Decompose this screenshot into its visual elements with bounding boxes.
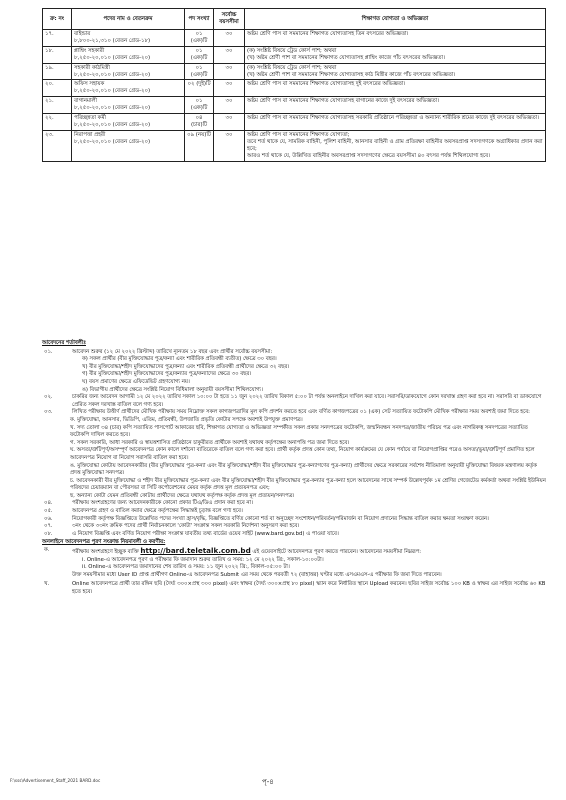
pay-scale: ৮,২৫০-২০,০১০ (বেতন গ্রেড-২০) xyxy=(74,138,151,145)
online-period-end: ii. Online-এ আবেদনপত্র জমাদানের শেষ তারিখ ও সময়: ১১ জুন ২০২২ খ্রি:, বিকাল-০৫:০০ টা। xyxy=(82,564,290,571)
serial-number: ২৩. xyxy=(45,131,54,138)
row-serial xyxy=(43,46,72,63)
row-post xyxy=(72,46,185,63)
serial-number: ১৯. xyxy=(45,64,54,71)
condition-text: চাকরির জন্য আবেদন আগামী ১২ মে ২০২২ তারিখ সকাল ১০:০০ টা হতে ১১ জুন ২০২২ তারিখ বিকাল ৫:০০ টা পর্যন্ত অনলাইনে দাখিল করা যাবে। সরাসরি/ডাকযোগে কোন দরখাস্ত গ্রহণ করা হবে না। সরাসরি বা ডাকযোগে প্রেরিত সকল দরখাস্ত বাতিল বলে গণ্য হবে। xyxy=(72,394,542,408)
post-count: ০১ (এক)টি xyxy=(190,64,208,78)
condition-subitem-text: ক. মুক্তিযোদ্ধা, আনসার, ভিডিপি, এতিম, প্রতিবন্ধী, উপজাতি প্রভৃতি কোটার সপক্ষে অবশ্যই উপযুক্ত প্রমাণপত্র। xyxy=(70,416,303,423)
row-age xyxy=(214,63,245,80)
condition-number: ০১. xyxy=(44,348,53,355)
age-limit: ৩০ xyxy=(225,81,233,88)
qualification-line: অষ্টম শ্রেণি পাস বা সমমানের শিক্ষাগত যোগ্যতাসহ তিন বৎসরের অভিজ্ঞতা। xyxy=(247,31,409,37)
age-limit: ৩০ xyxy=(225,115,233,122)
row-qualification xyxy=(245,63,546,80)
condition-item xyxy=(42,478,546,493)
post-name: নিরাপত্তা প্রহরী xyxy=(74,131,106,138)
row-count xyxy=(185,130,214,161)
condition-subitem-text: ঘ) বয়স প্রমাণের ক্ষেত্রে এফিডেভিট গ্রহণযোগ্য নয়। xyxy=(82,378,190,385)
row-count xyxy=(185,97,214,114)
condition-item xyxy=(42,409,546,417)
row-post xyxy=(72,30,185,47)
online-item-k-text xyxy=(72,547,546,557)
condition-number: ০৪. xyxy=(44,500,53,507)
condition-subitem-text: ঙ) বিভাগীয় প্রার্থীদের ক্ষেত্রে সংশ্লিষ্ট নিয়োগ বিধিমালা অনুযায়ী বয়সসীমা শিথিলযোগ্য। xyxy=(82,386,263,393)
row-count xyxy=(185,80,214,97)
online-item-k-number: ক. xyxy=(44,547,50,554)
condition-text: এ নিয়োগ বিজ্ঞপ্তি এবং বর্ণিত নিয়োগ পরীক্ষা সংক্রান্ত যাবতীয় তথ্য বার্ডের ওয়েব সাইট (www.bard.gov.bd) এ পাওয়া যাবে। xyxy=(72,530,339,537)
qualification-line: তবে শর্ত থাকে যে, সামরিক বাহিনী, পুলিশ বাহিনী, আনসার বাহিনী ও গ্রাম প্রতিরক্ষা বাহিনীর অবসরপ্রাপ্ত সদস্যগণকে অগ্রাধিকার প্রদান করা হবে; xyxy=(247,138,543,152)
qualification-line: (খ) অষ্টম শ্রেণী পাশ বা সমমানের শিক্ষাগত যোগ্যতাসহ প্লাম্বিং কাজে পাঁচ বৎসরের অভিজ্ঞতা। xyxy=(247,54,445,61)
online-item-kh xyxy=(42,581,546,596)
file-path: F:\sss\Advertisement_Staff_2021 BARD.doc xyxy=(10,778,101,783)
serial-number: ১৭. xyxy=(45,31,54,37)
pay-scale: ৮,২৫০-২০,০১০ (বেতন গ্রেড-২০) xyxy=(74,88,151,95)
row-post xyxy=(72,80,185,97)
qualification-line: (খ) অষ্টম শ্রেণী পাশ বা সমমানের শিক্ষাগত যোগ্যতাসহ কাঠ মিস্ত্রীর কাজে পাঁচ বৎসরের অভিজ্ঞতা। xyxy=(247,71,456,78)
qualification-line: (ক) সংশ্লিষ্ট বিষয়ে ট্রেড কোর্স পাশ; অথবা xyxy=(247,64,337,71)
posts-table xyxy=(42,8,546,162)
serial-number: ২০. xyxy=(45,81,54,88)
header-post-count: পদ সংখ্যা xyxy=(185,9,214,30)
condition-item xyxy=(42,356,546,364)
row-age xyxy=(214,80,245,97)
condition-item xyxy=(42,371,546,379)
header-age-limit: সর্বোচ্চ বয়সসীমা xyxy=(214,9,245,30)
table-row xyxy=(43,30,546,47)
table-row xyxy=(43,114,546,131)
table-row xyxy=(43,97,546,114)
table-row xyxy=(43,130,546,161)
post-name: প্লাম্বিং সহকারী xyxy=(74,47,105,54)
row-count xyxy=(185,46,214,63)
age-limit: ৩০ xyxy=(225,64,233,71)
header-serial: ক্র: নং xyxy=(43,9,72,30)
condition-subitem-text: ঘ. অসত্য/ত্রুটিপূর্ণ/অসম্পূর্ণ আবেদনপত্র কোন কালে দর্শানো ব্যতিরেকে বাতিল বলে গণ্য করা হবে। প্রার্থী কর্তৃক প্রদত্ত কোন তথ্য, নিয়োগ কার্যক্রমের যে কোন পর্যায়ে বা নিয়োগপ্রাপ্তির পরেও অসত্য/ভুয়া/ত্রুটিপূর্ণ প্রমাণিত হলে আবেদনপত্র নিয়োগ বা নিয়োগ সরাসরি বাতিল করা হবে। xyxy=(70,447,535,461)
age-limit: ৩০ xyxy=(225,98,233,105)
online-k-pre: পরীক্ষায় অংশগ্রহণে ইচ্ছুক ব্যক্তি xyxy=(72,549,139,556)
header-post-name: পদের নাম ও বেতনক্রম xyxy=(72,9,185,30)
condition-item xyxy=(42,463,546,478)
condition-item xyxy=(42,508,546,516)
condition-text: ৩নং থেকে ৩৩নং ক্রমিক পদের প্রার্থী নির্বাচনকালে 'কোটা' সংক্রান্ত সকল সরকারি নির্দেশনা অনুসরণ করা হবে। xyxy=(72,523,300,530)
row-post xyxy=(72,130,185,161)
condition-item xyxy=(42,394,546,409)
row-age xyxy=(214,46,245,63)
condition-subitem-text: খ) বীর মুক্তিযোদ্ধা/শহীদ মুক্তিযোদ্ধাদের পুত্র/কন্যা এবং শারীরিক প্রতিবন্ধী প্রার্থীদের ক্ষেত্রে ৩২ বছর। xyxy=(82,363,290,370)
post-count: ০১ (এক)টি xyxy=(190,31,208,44)
online-item-kh-number: খ. xyxy=(44,581,50,588)
condition-number: ০২. xyxy=(44,394,53,401)
post-count: ০৯ (নয়)টি xyxy=(187,131,211,138)
condition-subitem-text: ছ. অন্যান্য কোটা যেমন প্রতিবন্ধী কোটায় প্রার্থীদের ক্ষেত্রে যথাযথ কর্তৃপক্ষ কর্তৃক প্রদত্ত মূল প্রত্যয়ন/সনদপত্র। xyxy=(70,492,295,499)
post-name: সহকারী কাঠমিস্ত্রী xyxy=(74,64,110,71)
row-post xyxy=(72,63,185,80)
header-qualification: শিক্ষাগত যোগ্যতা ও অভিজ্ঞতা xyxy=(245,9,546,30)
post-name: বাইন্ডার xyxy=(74,31,91,37)
post-count: ০১ (এক)টি xyxy=(190,98,208,112)
teletalk-link[interactable]: http://bard.teletalk.com.bd xyxy=(140,546,251,556)
post-count: ০২ (দুই)টি xyxy=(187,81,211,88)
condition-subitem-text: ঙ. মুক্তিযোদ্ধা কোটায় আবেদনকারীর (বীর মুক্তিযোদ্ধার পুত্র-কন্যা এবং বীর মুক্তিযোদ্ধা/শহীদ বীর মুক্তিযোদ্ধার পুত্র-কন্যাগণের পুত্র-কন্যা) প্রার্থীদের ক্ষেত্রে সরকারের সর্বশেষ নীতিমালা অনুযায়ী মুক্তিযোদ্ধা বিষয়ক মন্ত্রণালয় কর্তৃক প্রদত্ত মুক্তিযোদ্ধা সনদপত্র। xyxy=(70,462,537,477)
row-serial xyxy=(43,130,72,161)
conditions-section xyxy=(42,340,546,597)
age-limit: ৩০ xyxy=(225,131,233,138)
post-name: অফিস সহায়ক xyxy=(74,81,105,88)
serial-number: ২২. xyxy=(45,115,54,122)
qualification-line: অষ্টম শ্রেণি পাস বা সমমানের শিক্ষাগত যোগ্যতা; xyxy=(247,131,350,138)
row-post xyxy=(72,97,185,114)
condition-number: ০৮. xyxy=(44,530,53,537)
condition-text: আবেদনপত্র গ্রহণ ও বাতিল করার ক্ষেত্রে কর্তৃপক্ষের সিদ্ধান্তই চূড়ান্ত বলে গণ্য হবে। xyxy=(72,508,243,515)
online-k-post: এই ওয়েবসাইটে আবেদনপত্র পূরণ করতে পারবেন। আবেদনের সময়সীমা নিম্নরূপ: xyxy=(252,549,421,556)
pay-scale: ৮,২৫০-২০,০১০ (বেতন গ্রেড-২০) xyxy=(74,105,151,112)
post-count: ০৪ (চার)টি xyxy=(190,115,208,128)
serial-number: ২১. xyxy=(45,98,54,105)
online-item-kh-text: Online আবেদনপত্রে প্রার্থী তার রঙ্গিন ছবি (দৈর্ঘ্য ৩০০×প্রস্থ ৩০০ pixel) এবং স্বাক্ষর (দৈর্ঘ্য ৩০০×প্রস্থ ৮০ pixel) স্ক্যান করে নির্ধারিত স্থানে Upload করবেন। ছবির সাইজ সর্বোচ্চ ১০০ KB ও স্বাক্ষর এর সাইজ সর্বোচ্চ ৬০ KB হতে হবে। xyxy=(72,581,546,595)
row-serial xyxy=(43,30,72,47)
table-row xyxy=(43,63,546,80)
row-serial xyxy=(43,63,72,80)
pay-scale: ৮,২৫০-২০,০১০ (বেতন গ্রেড-২০) xyxy=(74,121,151,128)
pay-scale: ৮,২৫০-২০,০১০ (বেতন গ্রেড-২০) xyxy=(74,71,151,78)
condition-item xyxy=(42,531,546,539)
condition-number: ০৭. xyxy=(44,523,53,530)
table-row xyxy=(43,46,546,63)
condition-item xyxy=(42,447,546,462)
row-qualification xyxy=(245,46,546,63)
pay-scale: ৮,২৫০-২০,০১০ (বেতন গ্রেড-২০) xyxy=(74,54,151,61)
age-limit: ৩০ xyxy=(225,31,233,37)
condition-text: নিয়োগকারী কর্তৃপক্ষ বিজ্ঞপ্তিতে উল্লেখিত পদের সংখ্যা হ্রাস/বৃদ্ধি, বিজ্ঞপ্তিতে বর্ণিত কোনো শর্ত বা অনুচ্ছেদ সংশোধন/পরিবর্তন/পরিমার্জন বা নিয়োগ প্রদানের সিদ্ধান্ত বাতিল করার ক্ষমতা সংরক্ষণ করেন। xyxy=(72,515,489,522)
qualification-line: অষ্টম শ্রেণি পাস বা সমমানের শিক্ষাগত যোগ্যতাসহ দুই বৎসরের অভিজ্ঞতা। xyxy=(247,81,406,88)
condition-text: আবেদন শুরুর (১২ মে ২০২২ খ্রিস্টাব্দ) তারিখে ন্যূনতম ১৮ বছর এবং প্রার্থীর সর্বোচ্চ বয়সসীমা: xyxy=(72,348,273,355)
conditions-title: আবেদনের শর্তাবলীঃ xyxy=(42,340,86,346)
qualification-line: অষ্টম শ্রেণি পাস বা সমমানের শিক্ষাগত যোগ্যতাসহ বাগানের কাজে দুই বৎসরের অভিজ্ঞতা। xyxy=(247,98,440,105)
post-count: ০১ (এক)টি xyxy=(190,47,208,61)
row-count xyxy=(185,114,214,131)
condition-number: ০৫. xyxy=(44,508,53,515)
qualification-line: অষ্টম শ্রেণি পাস বা সমমানের শিক্ষাগত যোগ্যতাসহ সরকারি প্রতিষ্ঠানে পরিচ্ছন্নতা ও অন্যান্য শারীরিক শ্রমের কাজে দুই বৎসরের অভিজ্ঞতা। xyxy=(247,115,540,122)
post-name: বাগানমালী xyxy=(74,98,97,105)
condition-text: লিখিত পরীক্ষায় উত্তীর্ণ প্রার্থীদের মৌখিক পরীক্ষায় সময় নিম্নোক্ত সকল কাগজপত্রাদির মূল কপি প্রদর্শন করতে হবে এবং বর্ণিত কাগজপত্রের ০১ (এক) সেট সত্যায়িত ফটোকপি মৌখিক পরীক্ষার সময় অবশ্যই জমা দিতে হবে: xyxy=(72,409,530,416)
table-body xyxy=(43,30,546,162)
condition-item xyxy=(42,417,546,425)
qualification-line: আরও শর্ত থাকে যে, উল্লিখিত বাহিনীর অবসরপ্রাপ্ত সদস্যগণের ক্ষেত্রে বয়সসীমা ৪০ বৎসর পর্যন্ত শিথিলযোগ্য হবে। xyxy=(247,152,491,159)
condition-item xyxy=(42,379,546,387)
condition-subitem-text: গ) বীর মুক্তিযোদ্ধা/শহীদ মুক্তিযোদ্ধাদের পুত্র/কন্যার পুত্র/কন্যাদের ক্ষেত্রে ৩০ বছর। xyxy=(82,371,252,378)
condition-item xyxy=(42,500,546,508)
conditions-list xyxy=(42,349,546,539)
row-post xyxy=(72,114,185,131)
post-name: পরিচ্ছন্নতা কর্মী xyxy=(74,115,106,122)
condition-item xyxy=(42,523,546,531)
row-age xyxy=(214,97,245,114)
condition-item xyxy=(42,425,546,440)
row-qualification xyxy=(245,80,546,97)
qualification-line: (ক) সংশ্লিষ্ট বিষয়ে ট্রেড কোর্স পাশ; অথবা xyxy=(247,47,337,54)
row-qualification xyxy=(245,114,546,131)
pay-scale: ৮,৮০০-২১,৩১০ (বেতন গ্রেড-১৮) xyxy=(74,37,151,44)
row-age xyxy=(214,114,245,131)
table-row xyxy=(43,80,546,97)
row-count xyxy=(185,63,214,80)
serial-number: ১৮. xyxy=(45,47,54,54)
condition-subitem-text: গ. সকল সরকারি, আধা সরকারি ও স্বায়ত্তশাসিত প্রতিষ্ঠানে চাকুরীরত প্রার্থীকে অবশ্যই যথাযথ কর্তৃপক্ষের অনাপত্তি পত্র জমা দিতে হবে। xyxy=(70,439,350,446)
row-serial xyxy=(43,80,72,97)
row-qualification xyxy=(245,97,546,114)
online-instructions-title: অনলাইনে আবেদনপত্র পূরণ সংক্রান্ত নিয়মাবলী ও করণীয়: xyxy=(42,539,166,546)
online-note xyxy=(42,572,546,580)
condition-number: ০৩. xyxy=(44,409,53,416)
row-serial xyxy=(43,97,72,114)
row-count xyxy=(185,30,214,47)
online-period-start: i. Online-এ আবেদনপত্র পূরণ ও পরীক্ষার ফি জমাদান শুরুর তারিখ ও সময়: ১২ মে ২০২২ খ্রি:, সকাল-১০:০০টা। xyxy=(82,556,324,563)
condition-subitem-text: খ. সদ্য তোলা ৩৪ (চার) কপি সত্যায়িত পাসপোর্ট আকারের ছবি, শিক্ষাগত যোগ্যতা ও অভিজ্ঞতা সম্পর্কীত সকল প্রকার সনদপত্রের ফটোকপি, জন্মনিবন্ধন সনদপত্র/জাতীয় পরিচয় পত্র এবং নাগরিকত্ব সনদপত্রের সত্যায়িত ফটোকপি দাখিল করতে হবে। xyxy=(70,424,528,439)
row-age xyxy=(214,30,245,47)
online-item-k xyxy=(42,547,546,557)
condition-number: ০৬. xyxy=(44,515,53,522)
online-note-text: উক্ত সময়সীমার মধ্যে User ID প্রাপ্ত প্রার্থীগণ Online-এ আবেদনপত্র Submit এর সময় থেকে পরবর্তী ৭২ (বাহাত্তর) ঘণ্টার মধ্যে এসএমএস-এ পরীক্ষার ফি জমা দিতে পারবেন। xyxy=(72,571,442,578)
condition-subitem-text: ক) সকল প্রার্থীর (বীর মুক্তিযোদ্ধার পুত্র/কন্যা এবং শারীরিক প্রতিবন্ধী ব্যতীত) ক্ষেত্রে ৩০ বছর। xyxy=(82,356,277,363)
row-age xyxy=(214,130,245,161)
row-qualification xyxy=(245,130,546,161)
condition-text: পরীক্ষায় অংশগ্রহণের জন্য আবেদনকারীকে কোনো প্রকার টিএ/ডিএ প্রদান করা হবে না। xyxy=(72,500,253,507)
age-limit: ৩০ xyxy=(225,47,233,54)
page-number: পৃ-৪ xyxy=(262,778,274,786)
row-qualification xyxy=(245,30,546,47)
table-header-row xyxy=(43,9,546,30)
row-serial xyxy=(43,114,72,131)
condition-subitem-text: চ. আবেদনকারী বীর মুক্তিযোদ্ধা ও শহীদ বীর মুক্তিযোদ্ধার পুত্র-কন্যা এবং বীর মুক্তিযোদ্ধা/শহীদ বীর মুক্তিযোদ্ধার পুত্র-কন্যার পুত্র-কন্যা হলে আবেদনের সাথে সম্পর্ক উল্লেখপূর্বক ১ম শ্রেণির গেজেটেড কর্মকর্তা অথবা সংশ্লিষ্ট ইউনিয়ন পরিষদের চেয়ারম্যান বা পৌরসভা বা সিটি কর্পোরেশনের মেয়র কর্তৃক প্রদত্ত মূল প্রত্যয়নপত্র এবং; xyxy=(70,477,546,492)
